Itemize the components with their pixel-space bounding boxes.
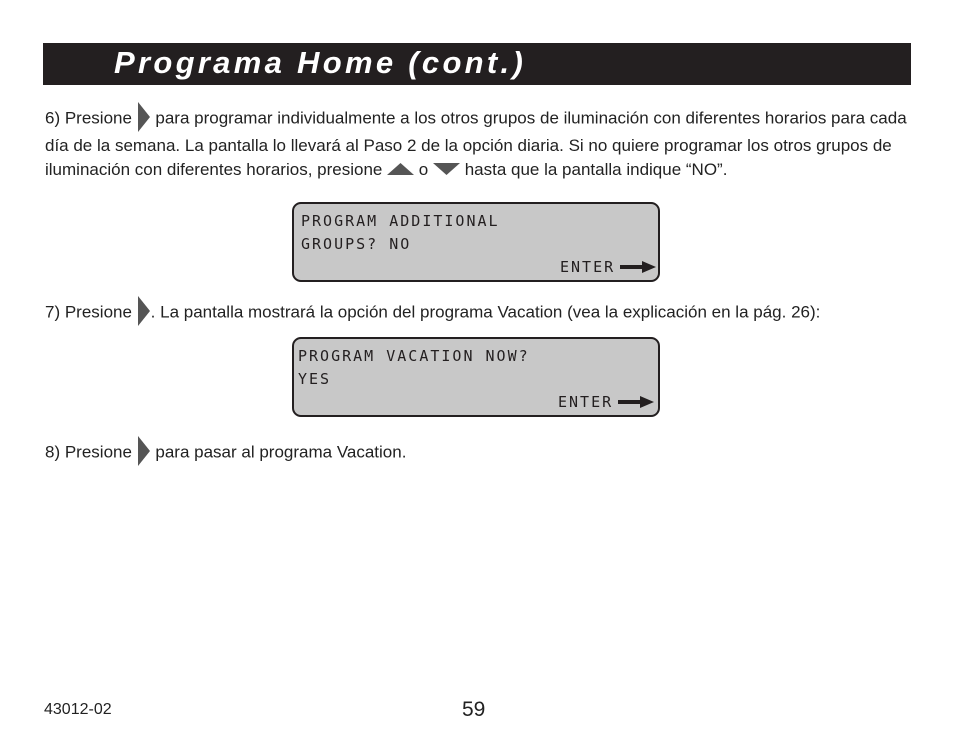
lcd-enter-label: ENTER: [560, 258, 616, 276]
step-7-prefix: 7) Presione: [45, 302, 137, 322]
lcd-display-additional-groups: [292, 202, 660, 282]
step-6-text-2: hasta que la pantalla indique “NO”.: [459, 160, 728, 179]
lcd-line-2: GROUPS? NO: [301, 235, 412, 253]
lcd-enter-label: ENTER: [558, 393, 614, 411]
step-7-text: . La pantalla mostrará la opción del programa Vacation (vea la explicación en la pág. 26):: [150, 302, 821, 322]
up-arrow-key-icon: [387, 162, 414, 176]
step-6-text-1: para programar individualmente a los otros grupos de iluminación con diferentes horarios para cada día de la semana. La pantalla lo llevará al Paso 2 de la opción diaria. Si no quiere programar los otros grupos de iluminación con diferentes horarios, presione: [45, 108, 907, 179]
down-arrow-key-icon: [433, 162, 460, 176]
header-bar: [43, 43, 911, 85]
lcd-line-1: PROGRAM VACATION NOW?: [298, 347, 530, 365]
right-arrow-key-icon: [137, 102, 151, 132]
step-7-paragraph: [45, 298, 925, 328]
step-8-prefix: 8) Presione: [45, 442, 137, 462]
enter-arrow-icon: [620, 261, 656, 273]
right-arrow-key-icon: [137, 296, 151, 326]
lcd-line-2: YES: [298, 370, 332, 388]
step-8-text: para pasar al programa Vacation.: [150, 442, 407, 462]
page-number: 59: [462, 698, 486, 721]
lcd-display-vacation: [292, 337, 660, 417]
step-6-connector: o: [414, 160, 433, 179]
enter-arrow-icon: [618, 396, 654, 408]
right-arrow-key-icon: [137, 436, 151, 466]
step-6-prefix: 6) Presione: [45, 108, 137, 128]
lcd-line-1: PROGRAM ADDITIONAL: [301, 212, 500, 230]
step-6-paragraph: [45, 104, 915, 182]
document-code: 43012-02: [44, 701, 112, 718]
step-8-paragraph: [45, 438, 925, 468]
page-title: Programa Home (cont.): [114, 45, 527, 80]
